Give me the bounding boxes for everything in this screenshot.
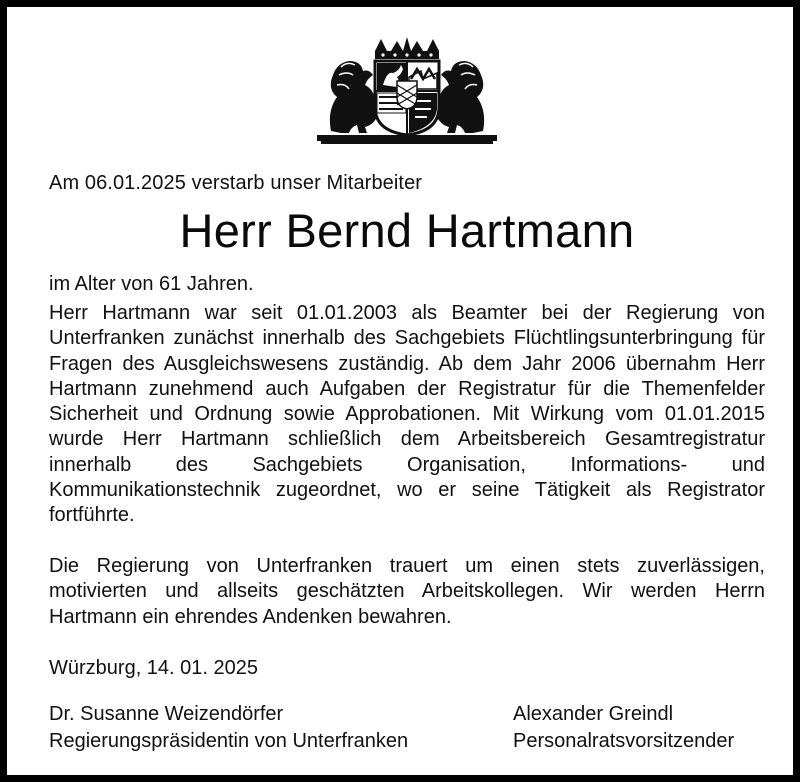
- signatory-title: Personalratsvorsitzender: [513, 730, 735, 752]
- condolence-paragraph: Die Regierung von Unterfranken trauert um einen stets zuverlässigen, motivierten und allseits geschätzten Arbeitskollegen. Wir werden Herrn Hartmann ein ehrendes Andenken bewahren.: [49, 555, 765, 628]
- bavarian-coat-of-arms-icon: [317, 37, 497, 149]
- signature-block-right: [513, 701, 734, 755]
- deceased-name: Herr Bernd Hartmann: [179, 204, 635, 257]
- signatory-name: Alexander Greindl: [513, 703, 674, 725]
- signature-block-left: [49, 701, 408, 755]
- intro-text: Am 06.01.2025 verstarb unser Mitarbeiter: [49, 172, 423, 194]
- career-paragraph: Herr Hartmann war seit 01.01.2003 als Beamter bei der Regierung von Unterfranken zunächst innerhalb des Sachgebiets Flüchtlingsunterbringung für Fragen des Ausgleichswesens zuständig. Ab dem Jahr 2006 übernahm Herr Hartmann zunehmend auch Aufgaben der Registratur für die Themenfelder Sicherheit und Ordnung sowie Approbationen. Mit Wirkung vom 01.01.2015 wurde Herr Hartmann schließlich dem Arbeitsbereich Gesamtregistratur innerhalb des Sachgebiets Organisation, Informations- und Kommunikationstechnik zugeordnet, wo er seine Tätigkeit als Registrator fortführte.: [49, 302, 765, 527]
- signatory-name: Dr. Susanne Weizendörfer: [49, 703, 284, 725]
- place-date: Würzburg, 14. 01. 2025: [49, 657, 259, 679]
- age-text: im Alter von 61 Jahren.: [49, 273, 254, 295]
- signatory-title: Regierungspräsidentin von Unterfranken: [49, 730, 409, 752]
